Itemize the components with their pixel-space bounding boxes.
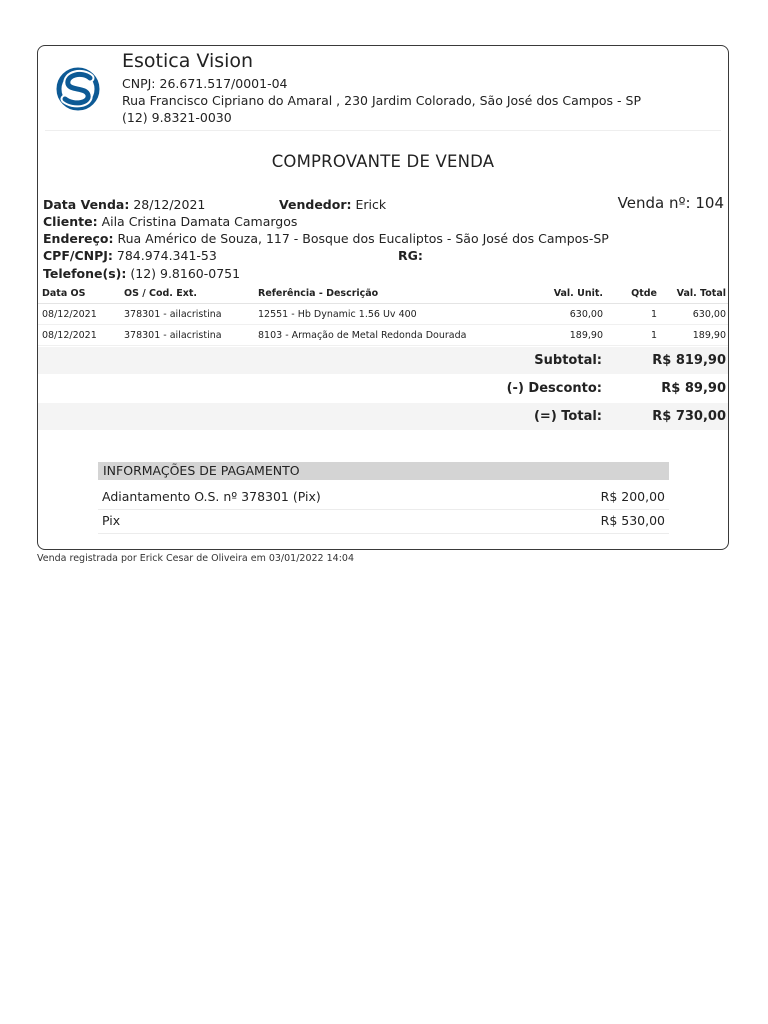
sale-date: [43, 197, 205, 212]
sale-date-value: 28/12/2021: [133, 197, 206, 212]
items-table: [38, 283, 728, 346]
company-logo-icon: [48, 61, 108, 117]
payment-description: Pix: [102, 513, 121, 528]
sale-number-label: Venda nº:: [617, 194, 691, 212]
document-title: COMPROVANTE DE VENDA: [271, 152, 495, 171]
client: [43, 214, 297, 229]
discount-value: R$ 89,90: [661, 381, 726, 396]
client-label: Cliente:: [43, 214, 98, 229]
col-header-unit-value: Val. Unit.: [494, 283, 605, 304]
payment-amount: R$ 530,00: [600, 513, 665, 528]
client-value: Aila Cristina Damata Camargos: [101, 214, 298, 229]
client-cpf: [43, 248, 217, 263]
col-header-os: OS / Cod. Ext.: [120, 283, 254, 304]
payment-row: [98, 509, 669, 534]
client-phone-value: (12) 9.8160-0751: [130, 266, 241, 281]
table-row: [38, 304, 728, 325]
cell-unit-value: 189,90: [494, 325, 605, 346]
total-value: R$ 730,00: [652, 409, 726, 424]
cell-description: 8103 - Armação de Metal Redonda Dourada: [254, 325, 494, 346]
seller-label: Vendedor:: [279, 197, 352, 212]
cell-qty: 1: [605, 304, 659, 325]
discount-label: (-) Desconto:: [506, 381, 602, 396]
client-phone: [43, 266, 240, 281]
discount-row: [38, 375, 728, 402]
cell-qty: 1: [605, 325, 659, 346]
total-row: [38, 403, 728, 430]
sale-number-value: 104: [695, 194, 724, 212]
client-phone-label: Telefone(s):: [43, 266, 127, 281]
header-divider: [45, 130, 721, 131]
subtotal-label: Subtotal:: [534, 353, 602, 368]
company-phone: (12) 9.8321-0030: [122, 110, 232, 125]
seller: [279, 197, 386, 212]
col-header-date: Data OS: [38, 283, 120, 304]
cell-date: 08/12/2021: [38, 304, 120, 325]
cell-total: 630,00: [659, 304, 728, 325]
cell-os: 378301 - ailacristina: [120, 304, 254, 325]
cell-total: 189,90: [659, 325, 728, 346]
cell-os: 378301 - ailacristina: [120, 325, 254, 346]
client-address-value: Rua Américo de Souza, 117 - Bosque dos Eucaliptos - São José dos Campos-SP: [117, 231, 609, 246]
company-address: Rua Francisco Cipriano do Amaral , 230 Jardim Colorado, São José dos Campos - SP: [122, 93, 641, 108]
sale-date-label: Data Venda:: [43, 197, 130, 212]
cell-date: 08/12/2021: [38, 325, 120, 346]
seller-value: Erick: [355, 197, 387, 212]
cell-description: 12551 - Hb Dynamic 1.56 Uv 400: [254, 304, 494, 325]
client-rg: [398, 248, 423, 263]
col-header-total: Val. Total: [659, 283, 728, 304]
company-name: Esotica Vision: [122, 50, 254, 72]
cpf-label: CPF/CNPJ:: [43, 248, 113, 263]
cpf-value: 784.974.341-53: [116, 248, 217, 263]
col-header-description: Referência - Descrição: [254, 283, 494, 304]
subtotal-value: R$ 819,90: [652, 353, 726, 368]
rg-label: RG:: [398, 248, 423, 263]
payment-section-title: INFORMAÇÕES DE PAGAMENTO: [98, 462, 669, 480]
client-address-label: Endereço:: [43, 231, 114, 246]
table-row: [38, 325, 728, 346]
subtotal-row: [38, 347, 728, 374]
payment-description: Adiantamento O.S. nº 378301 (Pix): [102, 489, 321, 504]
payment-row: [98, 485, 669, 510]
items-header-row: [38, 283, 728, 304]
cell-unit-value: 630,00: [494, 304, 605, 325]
payment-amount: R$ 200,00: [600, 489, 665, 504]
col-header-qty: Qtde: [605, 283, 659, 304]
company-cnpj: CNPJ: 26.671.517/0001-04: [122, 76, 288, 91]
sale-number: [618, 194, 724, 212]
footer-registration-note: Venda registrada por Erick Cesar de Oliveira em 03/01/2022 14:04: [37, 553, 354, 564]
total-label: (=) Total:: [533, 409, 602, 424]
client-address: [43, 231, 609, 246]
